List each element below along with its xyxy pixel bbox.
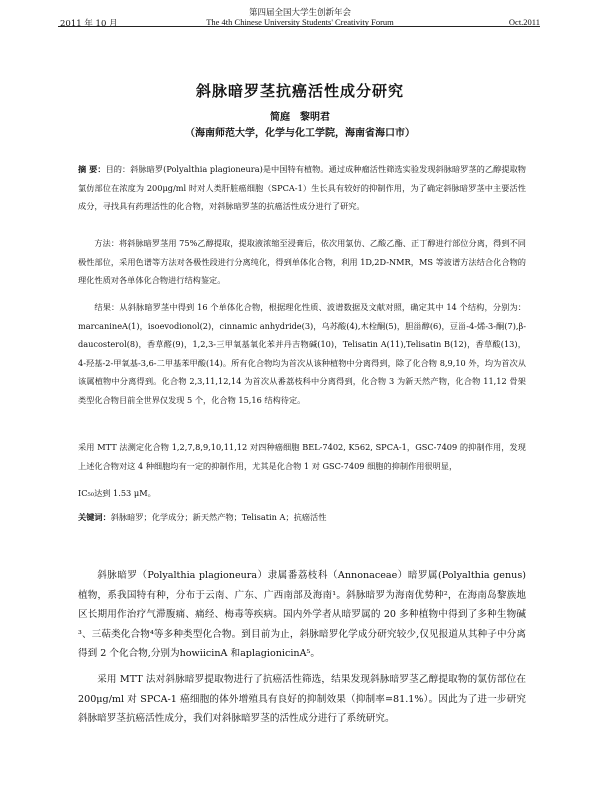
keywords-text: 斜脉暗罗；化学成分；新天然产物；Telisatin A；抗癌活性 <box>110 512 327 522</box>
header-date-en: Oct.2011 <box>508 17 540 27</box>
abstract-method: 方法：将斜脉暗罗茎用 75%乙醇提取，提取液浓缩至浸膏后，依次用氯仿、乙酸乙酯、正丁醇进行部位分离，得到不同极性部位，采用色谱等方法对各极性段进行分离纯化，得到单体化合物，利用 1D,2D-NMR，MS 等波谱方法结合化合物的理化性质对各单体化合物进行结构鉴定。 <box>78 238 526 285</box>
abstract-ic50: IC₅₀达到 1.53 μM。 <box>78 488 156 498</box>
abstract-label: 摘 要： <box>78 164 106 174</box>
header-rule <box>58 26 540 27</box>
header-date-cn: 2011 年 10 月 <box>60 19 118 29</box>
paper-authors: 简庭 黎明君 <box>270 112 330 123</box>
abstract-result: 结果：从斜脉暗罗茎中得到 16 个单体化合物，根据理化性质、波谱数据及文献对照，确定其中 14 个结构，分别为：marcanineA(1)，isoevodionol(2)，cinnamic anhydride(3)，乌苏酸(4),木栓酮(5)，胆甾醇(6)，豆甾-4-烯-3-酮(7),β-daucosterol(8)，香草醛(9)，1,2,3-三甲氧基氧化苯并丹吉物碱(10)，Telisatin A(11),Telisatin B(12)，香草酸(13)，4-羟基-2-甲氧基-3,6-二甲基苯甲酸(14)。所有化合物均为首次从该种植物中分离得到，除了化合物 8,9,10 外，均为首次从该属植物中分离得到。化合物 2,3,11,12,14 为首次从番荔枝科中分离得到，化合物 3 为新天然产物，化合物 11,12 骨架类型化合物目前全世界仅发现 5 个，化合物 15,16 结构待定。 <box>78 302 526 405</box>
keywords <box>78 512 526 523</box>
body-paragraph-1: 斜脉暗罗（Polyalthia plagioneura）隶属番荔枝科（Annonaceae）暗罗属(Polyalthia genus) 植物，系我国特有种，分布于云南、广东、广西南部及海南¹。斜脉暗罗为海南优势种²，在海南岛黎族地区长期用作治疗气滞腹痛、痛经、梅毒等疾病。国内外学者从暗罗属的 20 多种植物中得到了多种生物碱³、三萜类化合物⁴等多种类型化合物。到目前为止，斜脉暗罗化学成分研究较少,仅见报道从其种子中分离得到 2 个化合物,分别为howiicinA 和aplagionicinA⁵。 <box>78 570 526 659</box>
keywords-label: 关键词： <box>78 512 111 522</box>
abstract-aim-text: 目的：斜脉暗罗(Polyalthia plagioneura)是中国特有植物。通过成种瘤活性筛选实验发现斜脉暗罗茎的乙醇提取物氯仿部位在浓度为 200μg/ml 时对人类肝脏癌细胞（SPCA-1）生长具有较好的抑制作用，为了确定斜脉暗罗茎中主要活性成分，寻找具有药理活性的化合物，对斜脉暗罗茎的抗癌活性成分进行了研究。 <box>78 164 526 211</box>
paper-title: 斜脉暗罗茎抗癌活性成分研究 <box>195 82 404 100</box>
body-paragraph-2: 采用 MTT 法对斜脉暗罗提取物进行了抗癌活性筛选，结果发现斜脉暗罗茎乙醇提取物的氯仿部位在 200μg/ml 对 SPCA-1 癌细胞的体外增殖具有良好的抑制效果（抑制率=81.1%）。因此为了进一步研究斜脉暗罗茎抗癌活性成分，我们对斜脉暗罗茎的活性成分进行了系统研究。 <box>78 674 526 724</box>
running-header <box>60 6 540 34</box>
paper-affiliation: （海南师范大学，化学与化工学院，海南省海口市） <box>185 128 415 139</box>
abstract-activity: 采用 MTT 法测定化合物 1,2,7,8,9,10,11,12 对四种癌细胞 BEL-7402, K562, SPCA-1，GSC-7409 的抑制作用，发现上述化合物对这 4 种细胞均有一定的抑制作用，尤其是化合物 1 对 GSC-7409 细胞的抑制作用很明显， <box>78 442 526 471</box>
abstract-aim <box>78 160 526 216</box>
header-conference-en: The 4th Chinese University Students' Creativity Forum <box>206 17 394 27</box>
header-conference-cn: 第四届全国大学生创新年会 <box>248 8 351 18</box>
